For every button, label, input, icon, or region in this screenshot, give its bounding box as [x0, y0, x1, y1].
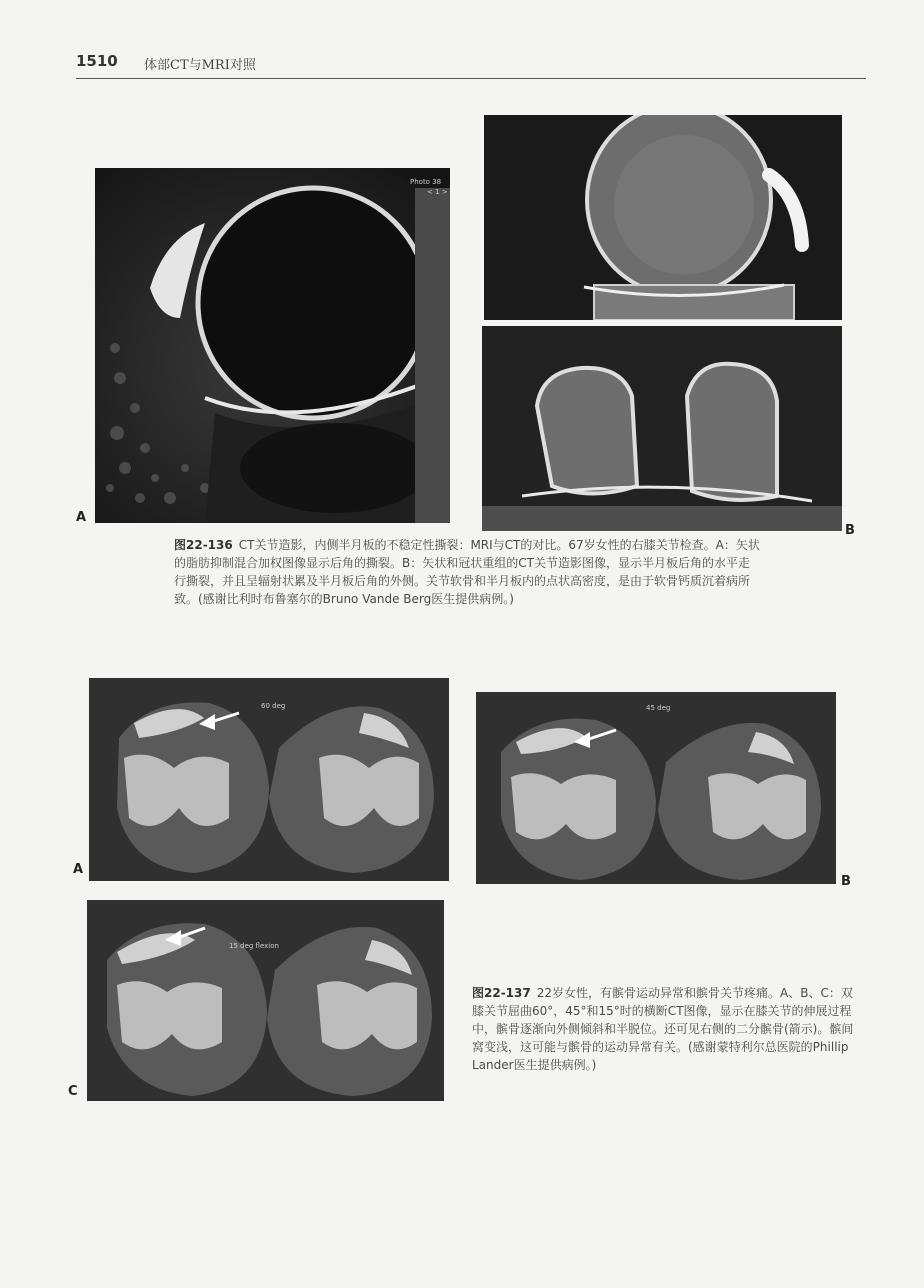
fig137-panel-b-ct — [476, 692, 836, 884]
fig136-caption-text: CT关节造影，内侧半月板的不稳定性撕裂：MRI与CT的对比。67岁女性的右膝关节检查。A：矢状的脂肪抑制混合加权图像显示后角的撕裂。B：矢状和冠状重组的CT关节造影图像，显示半月板后角的水平走行撕裂，并且呈辐射状累及半月板后角的外侧。关节软骨和半月板内的点状高密度，是由于软骨钙质沉着病所致。(感谢比利时布鲁塞尔的Bruno Vande Berg医生提供病例。) — [174, 538, 760, 606]
fig137-label-b: B — [841, 874, 851, 889]
fig137-panel-a-ct — [89, 678, 449, 881]
fig136-label-b: B — [845, 523, 855, 538]
fig136-panel-b-ct-sagittal — [484, 115, 842, 320]
fig136-caption — [174, 536, 760, 608]
fig136-panel-a-mri — [95, 168, 450, 523]
fig137-caption — [472, 984, 856, 1074]
header-rule — [76, 78, 866, 79]
fig136-label-a: A — [76, 510, 87, 525]
fig137-number: 图22-137 — [472, 986, 531, 1000]
fig136-number: 图22-136 — [174, 538, 233, 552]
page-number: 1510 — [76, 52, 118, 70]
fig137-panel-c-ct — [87, 900, 444, 1101]
fig136-mri-overlay: Photo 38 — [410, 178, 442, 186]
fig136-panel-b-ct-coronal — [482, 326, 842, 531]
fig137-a-overlay: 60 deg — [261, 702, 286, 710]
fig136-mri-overlay-sub: < 1 > — [427, 188, 448, 196]
fig137-caption-text: 22岁女性，有髌骨运动异常和髌骨关节疼痛。A、B、C：双膝关节屈曲60°，45°和15°时的横断CT图像，显示在膝关节的伸展过程中，髌骨逐渐向外侧倾斜和半脱位。还可见右侧的二分髌骨(箭示)。髌间窝变浅，这可能与髌骨的运动异常有关。(感谢蒙特利尔总医院的Phillip Lander医生提供病例。) — [472, 986, 854, 1072]
running-title: 体部CT与MRI对照 — [144, 58, 256, 73]
fig137-b-overlay: 45 deg — [646, 704, 671, 712]
page-header — [76, 48, 866, 80]
fig137-c-overlay: 15 deg flexion — [229, 942, 279, 950]
fig137-label-a: A — [73, 862, 84, 877]
fig137-label-c: C — [68, 1084, 78, 1099]
